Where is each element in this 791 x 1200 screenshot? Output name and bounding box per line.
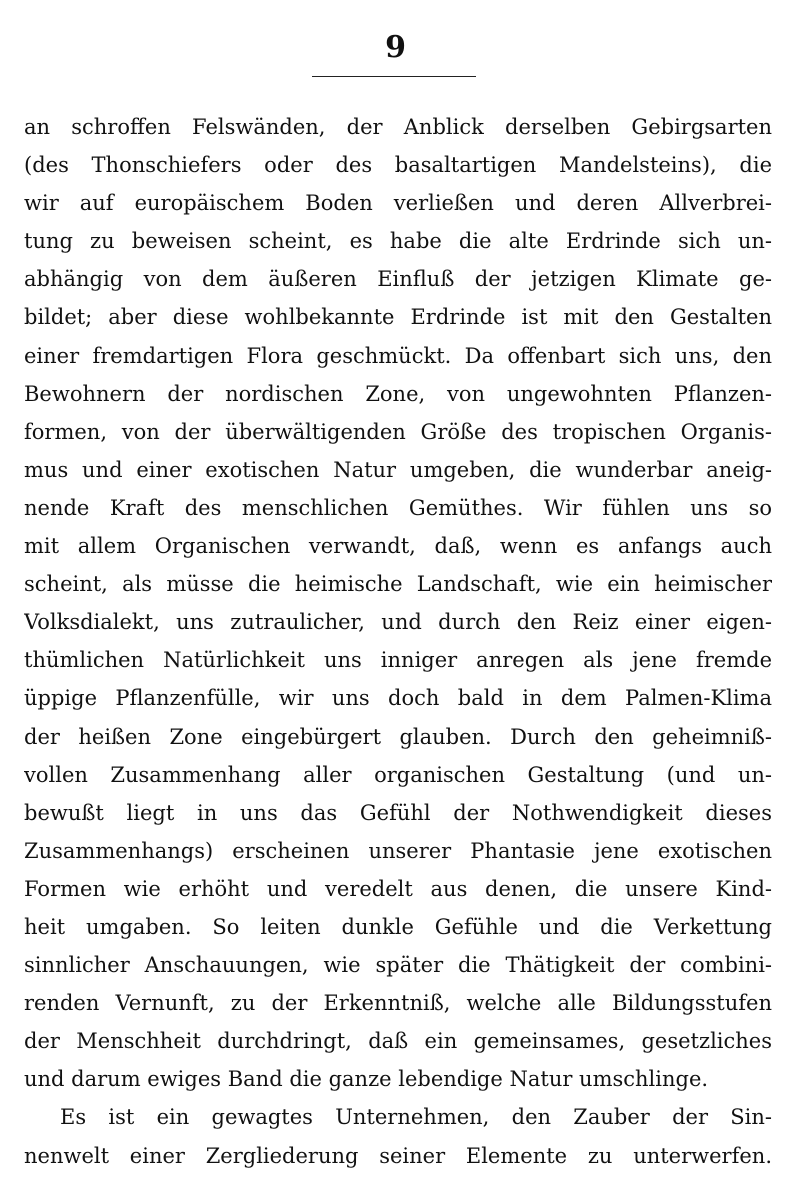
text-line: vollen Zusammenhang aller organischen Gestaltung (und un- xyxy=(24,762,772,787)
text-line: nende Kraft des menschlichen Gemüthes. Wir fühlen uns so xyxy=(24,495,772,520)
text-line: und darum ewiges Band die ganze lebendige Natur umschlinge. xyxy=(24,1067,709,1092)
text-line: der Menschheit durchdringt, daß ein gemeinsames, gesetzliches xyxy=(24,1029,772,1054)
text-line: thümlichen Natürlichkeit uns inniger anregen als jene fremde xyxy=(24,648,772,673)
text-line: der heißen Zone eingebürgert glauben. Durch den geheimniß- xyxy=(24,724,772,749)
body-text xyxy=(24,108,772,1175)
text-line: renden Vernunft, zu der Erkenntniß, welche alle Bildungsstufen xyxy=(24,991,772,1016)
text-line: bildet; aber diese wohlbekannte Erdrinde ist mit den Gestalten xyxy=(24,305,772,330)
text-line: wir auf europäischem Boden verließen und deren Allverbrei- xyxy=(24,191,772,216)
text-line: einer fremdartigen Flora geschmückt. Da offenbart sich uns, den xyxy=(24,343,772,368)
page-number: 9 xyxy=(385,30,406,65)
text-line: heit umgaben. So leiten dunkle Gefühle und die Verkettung xyxy=(24,914,772,939)
text-line: abhängig von dem äußeren Einfluß der jetzigen Klimate ge- xyxy=(24,267,772,292)
text-line: mit allem Organischen verwandt, daß, wenn es anfangs auch xyxy=(24,534,772,559)
header-rule xyxy=(312,76,476,77)
text-line: Zusammenhangs) erscheinen unserer Phantasie jene exotischen xyxy=(24,838,772,863)
text-line: nenwelt einer Zergliederung seiner Elemente zu unterwerfen. xyxy=(24,1143,772,1168)
text-line: Formen wie erhöht und veredelt aus denen, die unsere Kind- xyxy=(24,876,772,901)
text-line: scheint, als müsse die heimische Landschaft, wie ein heimischer xyxy=(24,572,772,597)
text-line: Es ist ein gewagtes Unternehmen, den Zauber der Sin- xyxy=(60,1105,772,1130)
text-line: tung zu beweisen scheint, es habe die alte Erdrinde sich un- xyxy=(24,229,772,254)
text-line: sinnlicher Anschauungen, wie später die Thätigkeit der combini- xyxy=(24,953,772,978)
text-line: an schroffen Felswänden, der Anblick derselben Gebirgsarten xyxy=(24,115,772,139)
text-line: formen, von der überwältigenden Größe des tropischen Organis- xyxy=(24,419,772,444)
text-line: bewußt liegt in uns das Gefühl der Nothwendigkeit dieses xyxy=(24,800,772,825)
text-line: (des Thonschiefers oder des basaltartigen Mandelsteins), die xyxy=(24,153,772,178)
text-line: üppige Pflanzenfülle, wir uns doch bald in dem Palmen-Klima xyxy=(24,686,772,711)
text-line: Volksdialekt, uns zutraulicher, und durch den Reiz einer eigen- xyxy=(24,610,772,635)
text-line: mus und einer exotischen Natur umgeben, die wunderbar aneig- xyxy=(24,457,772,482)
text-line: Bewohnern der nordischen Zone, von ungewohnten Pflanzen- xyxy=(24,381,772,406)
